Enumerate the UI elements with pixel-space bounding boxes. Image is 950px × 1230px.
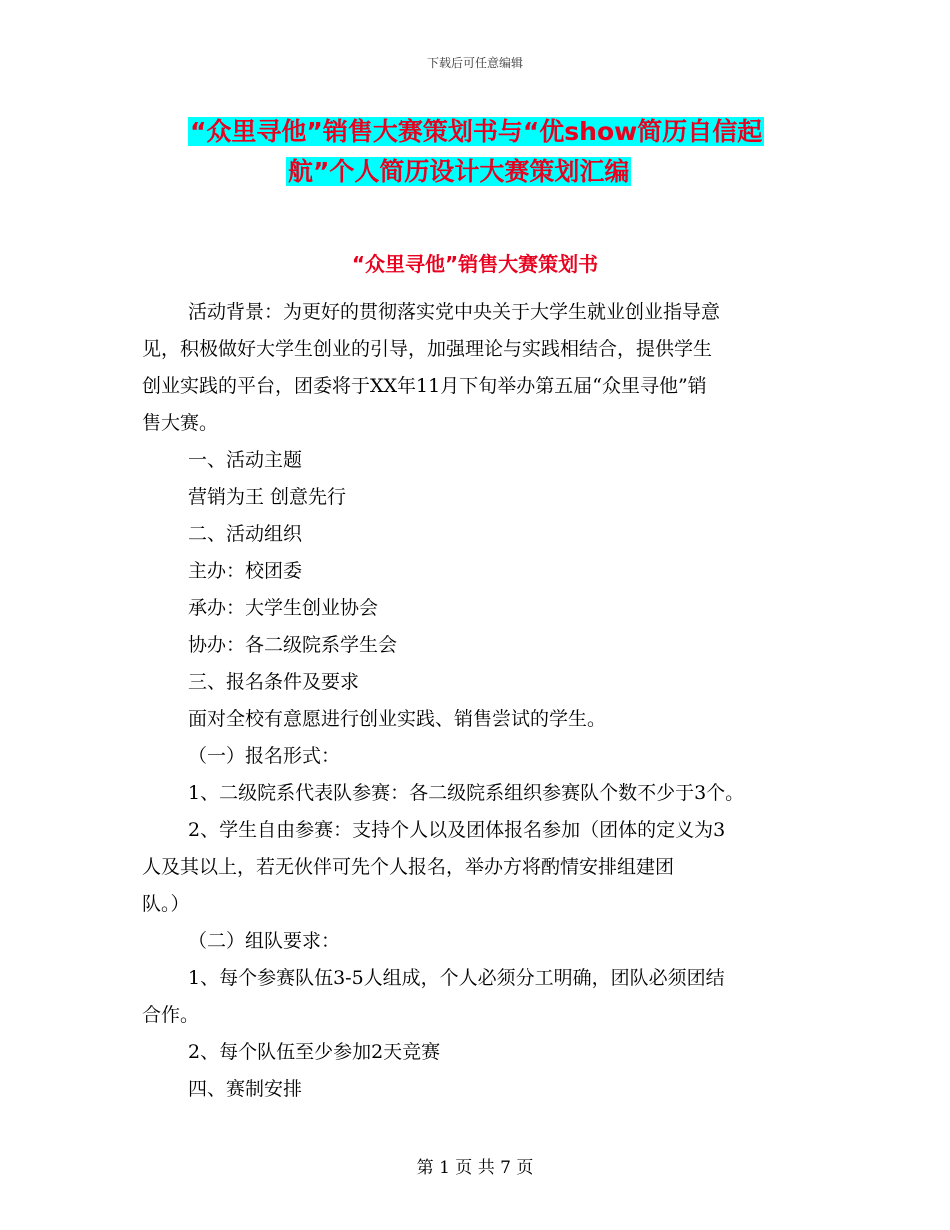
body-line: （二）组队要求： [188, 930, 341, 952]
body-line: 创业实践的平台，团委将于XX年11月下旬举办第五届“众里寻他”销 [142, 375, 707, 397]
body-line: 2、每个队伍至少参加2天竞赛 [188, 1041, 441, 1063]
body-line: 承办：大学生创业协会 [188, 597, 379, 619]
section-title: “众里寻他”销售大赛策划书 [351, 252, 599, 276]
body-line: 活动背景：为更好的贯彻落实党中央关于大学生就业创业指导意 [188, 301, 721, 323]
body-line: 一、活动主题 [188, 449, 303, 471]
title-line-2: 航”个人简历设计大赛策划汇编 [288, 157, 630, 186]
body-line: 营销为王 创意先行 [188, 486, 347, 508]
body-line: （一）报名形式： [188, 745, 341, 767]
document-title [140, 112, 820, 192]
document-body [142, 294, 822, 1108]
body-line: 四、赛制安排 [188, 1078, 303, 1100]
body-line: 面对全校有意愿进行创业实践、销售尝试的学生。 [188, 708, 607, 730]
body-line: 队。） [142, 893, 190, 915]
body-line: 合作。 [142, 1004, 200, 1026]
body-line: 售大赛。 [142, 412, 219, 434]
body-line: 见，积极做好大学生创业的引导，加强理论与实践相结合，提供学生 [142, 338, 713, 360]
body-line: 主办：校团委 [188, 560, 303, 582]
page-number: 第 1 页 共 7 页 [416, 1158, 534, 1178]
body-line: 1、每个参赛队伍3-5人组成，个人必须分工明确，团队必须团结 [188, 967, 725, 989]
body-line: 协办：各二级院系学生会 [188, 634, 398, 656]
body-line: 1、二级院系代表队参赛：各二级院系组织参赛队个数不少于3个。 [188, 782, 745, 804]
body-line: 二、活动组织 [188, 523, 303, 545]
title-line-1: “众里寻他”销售大赛策划书与“优show简历自信起 [190, 117, 763, 146]
body-line: 人及其以上，若无伙伴可先个人报名，举办方将酌情安排组建团 [142, 856, 675, 878]
body-line: 2、学生自由参赛：支持个人以及团体报名参加（团体的定义为3 [188, 819, 726, 841]
body-line: 三、报名条件及要求 [188, 671, 360, 693]
header-note: 下载后可任意编辑 [426, 56, 523, 70]
